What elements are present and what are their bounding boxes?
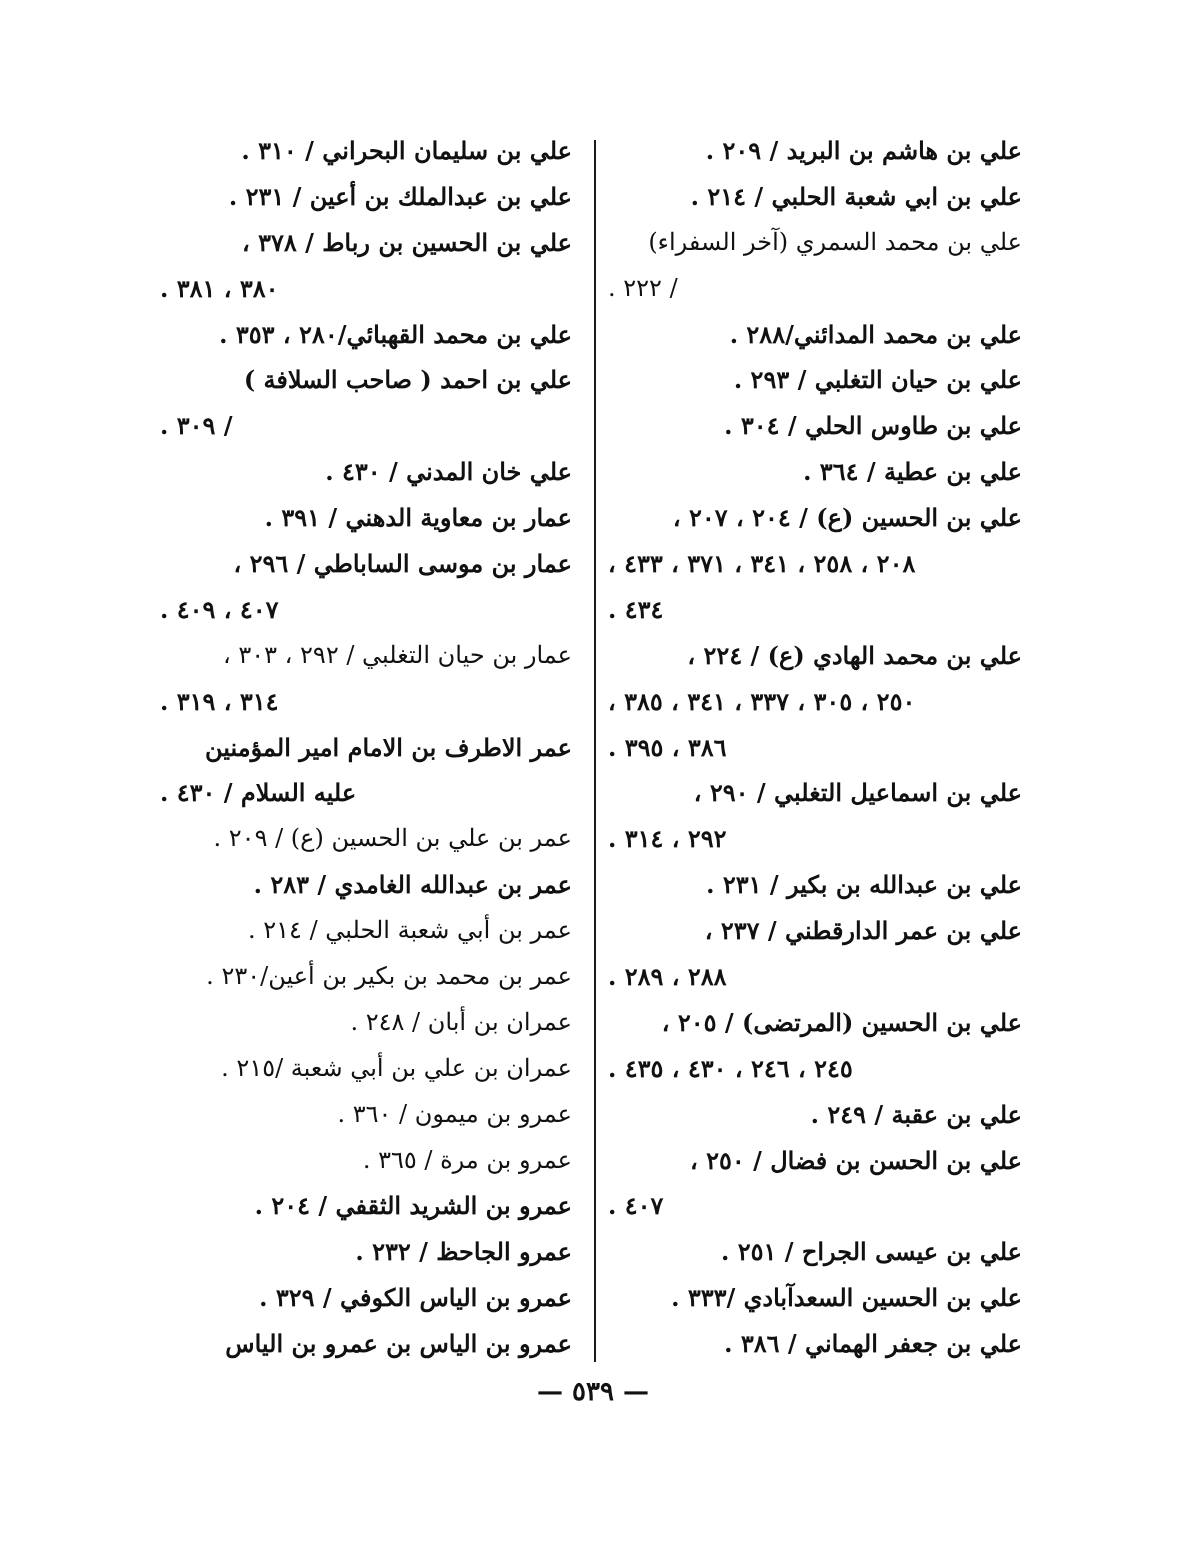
index-entry-line: علي بن الحسين (المرتضى) / ٢٠٥ ،	[661, 1007, 1022, 1037]
index-entry-line: عمرو الجاحظ / ٢٣٢ .	[355, 1237, 572, 1267]
index-entry-line: ٢٤٥ ، ٢٤٦ ، ٤٣٠ ، ٤٣٥ .	[608, 1053, 853, 1083]
index-entry-line: علي بن هاشم بن البريد / ٢٠٩ .	[705, 136, 1022, 165]
index-entry-line: علي بن محمد الهادي (ع) / ٢٢٤ ،	[687, 640, 1022, 670]
index-entry-line: علي بن اسماعيل التغلبي / ٢٩٠ ،	[693, 778, 1022, 808]
index-entry-line: عمران بن علي بن أبي شعبة /٢١٥ .	[221, 1053, 572, 1082]
index-entry-line: عليه السلام / ٤٣٠ .	[160, 778, 357, 808]
index-entry-line: علي بن عطية / ٣٦٤ .	[803, 457, 1022, 487]
index-entry-line: علي بن الحسين بن رباط / ٣٧٨ ،	[241, 227, 572, 257]
index-entry-line: عمر بن محمد بن بكير بن أعين/٢٣٠ .	[206, 962, 572, 991]
index-entry-line: عمرو بن الياس بن عمرو بن الياس	[225, 1329, 572, 1359]
index-entry-line: علي بن محمد القهبائي/٢٨٠ ، ٣٥٣ .	[219, 319, 572, 349]
index-entry-line: عمرو بن الشريد الثقفي / ٢٠٤ .	[254, 1191, 572, 1221]
index-entry-line: ٢٩٢ ، ٣١٤ .	[608, 824, 727, 854]
index-entry-line: علي بن احمد ( صاحب السلافة )	[243, 365, 572, 395]
index-entry-line: عمرو بن الياس الكوفي / ٣٢٩ .	[259, 1283, 572, 1313]
index-entry-line: عمر الاطرف بن الامام امير المؤمنين	[205, 732, 572, 762]
index-entry-line: عمار بن معاوية الدهني / ٣٩١ .	[264, 503, 572, 533]
index-entry-line: ٢٠٨ ، ٢٥٨ ، ٣٤١ ، ٣٧١ ، ٤٣٣ ،	[608, 549, 916, 579]
index-column-left	[160, 128, 572, 1367]
column-divider	[594, 140, 596, 1362]
index-entry-line: علي بن جعفر الهماني / ٣٨٦ .	[724, 1329, 1022, 1359]
index-entry-line: ٢٨٨ ، ٢٨٩ .	[608, 962, 727, 992]
index-entry-line: علي بن الحسين السعدآبادي /٣٣٣ .	[671, 1283, 1022, 1313]
index-entry-line: علي بن سليمان البحراني / ٣١٠ .	[241, 136, 572, 165]
index-entry-line: ٢٥٠ ، ٣٠٥ ، ٣٣٧ ، ٣٤١ ، ٣٨٥ ،	[608, 686, 916, 716]
index-entry-line: ٤٠٧ .	[608, 1191, 664, 1221]
page-number: — ٥٣٩ —	[536, 1377, 650, 1407]
index-entry-line: ٣١٤ ، ٣١٩ .	[160, 686, 279, 716]
index-entry-line: عمران بن أبان / ٢٤٨ .	[350, 1007, 572, 1036]
index-entry-line: عمرو بن ميمون / ٣٦٠ .	[337, 1099, 572, 1128]
index-entry-line: عمر بن علي بن الحسين (ع) / ٢٠٩ .	[213, 824, 572, 853]
index-entry-line: علي خان المدني / ٤٣٠ .	[325, 457, 572, 487]
index-entry-line: ٤٣٤ .	[608, 594, 664, 624]
index-entry-line: علي بن عمر الدارقطني / ٢٣٧ ،	[704, 916, 1022, 946]
index-entry-line: علي بن الحسين (ع) / ٢٠٤ ، ٢٠٧ ،	[672, 503, 1022, 533]
index-entry-line: علي بن محمد المدائني/٢٨٨ .	[729, 319, 1022, 349]
index-entry-line: ٣٨٠ ، ٣٨١ .	[160, 273, 279, 303]
index-entry-line: علي بن عقبة / ٢٤٩ .	[810, 1099, 1022, 1129]
index-entry-line: ٤٠٧ ، ٤٠٩ .	[160, 594, 279, 624]
index-entry-line: عمار بن حيان التغلبي / ٢٩٢ ، ٣٠٣ ،	[222, 640, 572, 669]
index-entry-line: عمار بن موسى الساباطي / ٢٩٦ ،	[233, 549, 572, 579]
index-entry-line: عمر بن أبي شعبة الحلبي / ٢١٤ .	[248, 916, 572, 945]
index-entry-line: / ٣٠٩ .	[160, 411, 233, 441]
index-entry-line: علي بن محمد السمري (آخر السفراء)	[648, 227, 1022, 256]
index-entry-line: / ٢٢٢ .	[608, 273, 678, 302]
index-entry-line: ٣٨٦ ، ٣٩٥ .	[608, 732, 727, 762]
index-entry-line: علي بن الحسن بن فضال / ٢٥٠ ،	[689, 1145, 1022, 1175]
index-entry-line: علي بن عبدالملك بن أعين / ٢٣١ .	[228, 181, 572, 211]
index-entry-line: عمرو بن مرة / ٣٦٥ .	[362, 1145, 572, 1174]
index-entry-line: علي بن عبدالله بن بكير / ٢٣١ .	[706, 870, 1022, 900]
index-entry-line: علي بن حيان التغلبي / ٢٩٣ .	[733, 365, 1022, 395]
index-entry-line: عمر بن عبدالله الغامدي / ٢٨٣ .	[253, 870, 572, 900]
index-entry-line: علي بن ابي شعبة الحلبي / ٢١٤ .	[690, 181, 1022, 211]
index-column-right	[608, 128, 1022, 1367]
index-entry-line: علي بن طاوس الحلي / ٣٠٤ .	[724, 411, 1022, 441]
index-entry-line: علي بن عيسى الجراح / ٢٥١ .	[720, 1237, 1022, 1267]
